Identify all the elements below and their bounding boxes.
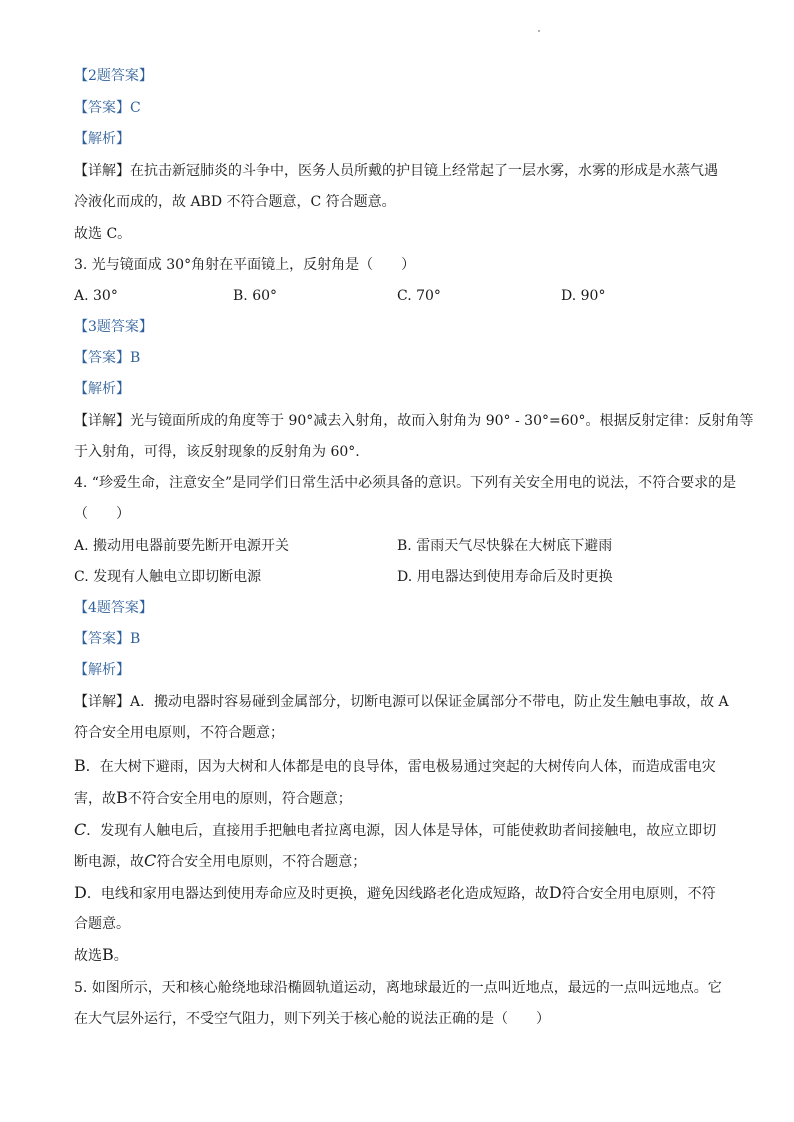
q3-answer-header: 【3题答案】 [74,319,153,335]
q4-detail-b-letter: B [74,756,86,775]
q4-detail-c-text: ．发现有人触电后，直接用手把触电者拉离电源，因人体是导体，可能使救助者间接触电，故应立即切 [86,823,717,839]
q4-detail-c-line2-letter: C [144,851,157,870]
q4-detail-c-line1 [74,820,716,841]
q4-question-line2: （ ） [74,506,130,522]
q2-conclusion: 故选 C。 [74,226,132,242]
q2-analysis-label: 【解析】 [74,131,130,147]
q3-option-c: C. 70° [397,288,441,304]
q4-option-b: B. 雷雨天气尽快躲在大树底下避雨 [397,538,613,554]
q4-conclusion [74,945,128,966]
q4-detail-b-line1 [74,756,716,777]
q5-question-line2: 在大气层外运行，不受空气阻力，则下列关于核心舱的说法正确的是（ ） [74,1011,550,1027]
q3-question: 3. 光与镜面成 30°角射在平面镜上，反射角是（ ） [74,257,416,273]
q4-option-d: D. 用电器达到使用寿命后及时更换 [397,569,613,585]
q4-detail-b-line2 [74,788,352,809]
q2-detail-line1: 【详解】在抗击新冠肺炎的斗争中，医务人员所戴的护目镜上经常起了一层水雾，水雾的形成是水蒸气遇 [74,163,718,179]
q4-detail-b-text: ．在大树下避雨，因为大树和人体都是电的良导体，雷电极易通过突起的大树传向人体，而造成雷电灾 [85,759,716,775]
q3-analysis-label: 【解析】 [74,381,130,397]
q4-question-line1: 4. “珍爱生命，注意安全”是同学们日常生活中必须具备的意识。下列有关安全用电的说法，不符合要求的是 [74,475,737,491]
q3-option-a: A. 30° [74,288,118,304]
q4-detail-a-line2: 符合安全用电原则，不符合题意； [74,725,284,741]
q4-option-a: A. 搬动用电器前要先断开电源开关 [74,538,290,554]
q3-answer: 【答案】B [74,350,141,366]
scan-dot-mark [538,30,540,32]
q3-option-d: D. 90° [561,288,606,304]
q4-detail-b-line2-pre: 害，故 [74,791,116,807]
q4-detail-c-line2 [74,851,366,872]
q4-detail-d-letter: D [74,883,87,902]
q4-answer: 【答案】B [74,631,141,647]
q5-question-line1: 5. 如图所示，天和核心舱绕地球沿椭圆轨道运动，离地球最近的一点叫近地点，最远的一点叫远地点。它 [74,980,722,996]
q4-option-c: C. 发现有人触电立即切断电源 [74,569,262,585]
q3-detail-line1: 【详解】光与镜面所成的角度等于 90°减去入射角，故而入射角为 90° - 30°=60°。根据反射定律：反射角等 [74,413,754,429]
q4-answer-header: 【4题答案】 [74,600,153,616]
q4-detail-b-line2-letter: B [116,788,128,807]
q4-detail-d-line1-post: 符合安全用电原则，不符 [561,886,716,902]
q4-analysis-label: 【解析】 [74,662,130,678]
q2-answer-header: 【2题答案】 [74,68,153,84]
q4-detail-c-line2-post: 符合安全用电原则，不符合题意； [156,854,367,870]
q4-detail-a-line1: 【详解】A．搬动电器时容易碰到金属部分，切断电源可以保证金属部分不带电，防止发生触电事故，故 A [74,694,729,710]
q4-conclusion-letter: B [102,945,114,964]
q4-detail-c-line2-pre: 断电源，故 [74,854,144,870]
q4-detail-d-line2: 合题意。 [74,916,130,932]
q2-detail-line2: 冷液化而成的，故 ABD 不符合题意，C 符合题意。 [74,194,396,210]
q4-detail-d-line1 [74,883,716,904]
q3-detail-line2: 于入射角，可得，该反射现象的反射角为 60°. [74,444,360,460]
q3-option-b: B. 60° [233,288,278,304]
q4-detail-c-letter: C [74,820,87,839]
q4-detail-d-line1-pre: ．电线和家用电器达到使用寿命应及时更换，避免因线路老化造成短路，故 [86,886,549,902]
q4-conclusion-post: 。 [113,948,128,964]
q4-conclusion-pre: 故选 [74,948,102,964]
q4-detail-d-line1-letter: D [548,883,562,902]
q4-detail-b-line2-post: 不符合安全用电的原则，符合题意； [127,791,352,807]
q2-answer: 【答案】C [74,100,141,116]
